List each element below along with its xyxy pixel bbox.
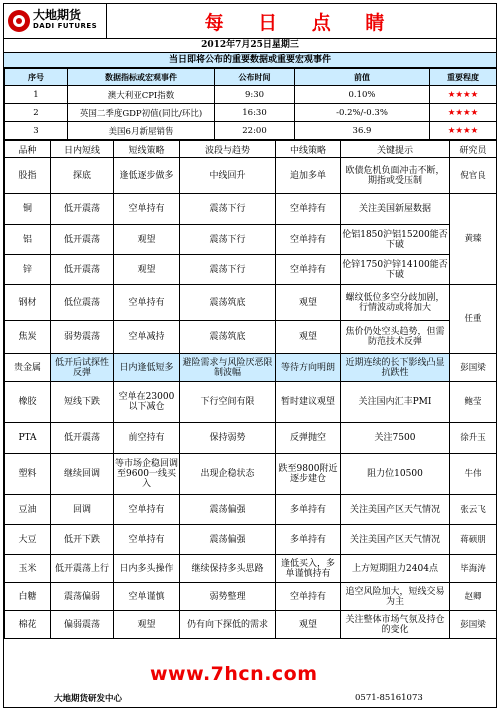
markets-col-header: 短线策略: [114, 141, 180, 158]
intraday-view: 回调: [51, 495, 114, 525]
event-previous: -0.2%/-0.3%: [295, 104, 430, 122]
events-col-header: 重要程度: [430, 69, 497, 86]
short-strategy: 空单在23000以下减仓: [114, 382, 180, 423]
market-row: [5, 611, 497, 639]
mid-strategy: 逢低买入，多单谨慎持有: [276, 555, 341, 583]
key-hint: 关注国内汇丰PMI: [341, 382, 450, 423]
importance-stars: ★★★★: [430, 86, 497, 104]
event-time: 16:30: [215, 104, 295, 122]
mid-strategy: 空单持有: [276, 583, 341, 611]
importance-stars: ★★★★: [430, 122, 497, 140]
intraday-view: 震荡偏弱: [51, 583, 114, 611]
report-title: 每 日 点 睛: [204, 11, 399, 34]
commodity-name: 铜: [5, 194, 51, 225]
market-row: [5, 525, 497, 555]
key-hint: 阻力位10500: [341, 454, 450, 495]
key-hint: 欧债危机负面冲击不断，期指或受压制: [341, 158, 450, 194]
event-name: 英国二季度GDP初值(同比/环比): [68, 104, 215, 122]
events-header-row: [5, 69, 497, 86]
key-hint: 关注美国产区天气情况: [341, 525, 450, 555]
researcher: 赵卿: [450, 583, 497, 611]
trend-view: 震荡筑底: [180, 321, 276, 354]
short-strategy: 逢低逐步做多: [114, 158, 180, 194]
researcher: 彭国梁: [450, 611, 497, 639]
event-time: 9:30: [215, 86, 295, 104]
researcher: 张云飞: [450, 495, 497, 525]
company-logo: [4, 4, 107, 38]
researcher: 徐升玉: [450, 423, 497, 454]
mid-strategy: 反弹抛空: [276, 423, 341, 454]
key-hint: 关注7500: [341, 423, 450, 454]
intraday-view: 低开震荡: [51, 225, 114, 255]
event-row: [5, 104, 497, 122]
key-hint: 螺纹低位多空分歧加剧，行情波动或将加大: [341, 285, 450, 321]
event-previous: 36.9: [295, 122, 430, 140]
importance-stars: ★★★★: [430, 104, 497, 122]
short-strategy: 日内多头操作: [114, 555, 180, 583]
short-strategy: 空单持有: [114, 194, 180, 225]
event-number: 2: [5, 104, 68, 122]
mid-strategy: 暂时建议观望: [276, 382, 341, 423]
market-row: [5, 255, 497, 285]
trend-view: 震荡筑底: [180, 285, 276, 321]
market-row: [5, 194, 497, 225]
mid-strategy: 多单持有: [276, 525, 341, 555]
trend-view: 中线回升: [180, 158, 276, 194]
commodity-name: 钢材: [5, 285, 51, 321]
intraday-view: 低开震荡: [51, 194, 114, 225]
event-number: 1: [5, 86, 68, 104]
report-footer: [4, 689, 496, 707]
researcher: 鲍莹: [450, 382, 497, 423]
market-row: [5, 454, 497, 495]
commodity-name: 锌: [5, 255, 51, 285]
trend-view: 下行空间有限: [180, 382, 276, 423]
events-col-header: 公布时间: [215, 69, 295, 86]
market-row: [5, 321, 497, 354]
report-page: [3, 3, 497, 708]
event-row: [5, 86, 497, 104]
commodity-name: 玉米: [5, 555, 51, 583]
researcher: 毕海涛: [450, 555, 497, 583]
event-row: [5, 122, 497, 140]
short-strategy: 空单谨慎: [114, 583, 180, 611]
commodity-name: 白糖: [5, 583, 51, 611]
intraday-view: 偏弱震荡: [51, 611, 114, 639]
researcher: 任重: [450, 285, 497, 354]
researcher: 牛伟: [450, 454, 497, 495]
key-hint: 焦价仍处空头趋势，但需防范技术反弹: [341, 321, 450, 354]
commodity-name: 股指: [5, 158, 51, 194]
key-hint: 伦铝1850沪铝15200能否下破: [341, 225, 450, 255]
logo-icon: [8, 10, 30, 32]
event-name: 美国6月新屋销售: [68, 122, 215, 140]
key-hint: 追空风险加大，短线交易为主: [341, 583, 450, 611]
research-center-name: 大地期货研发中心: [54, 694, 123, 704]
intraday-view: 低开后试探性反弹: [51, 354, 114, 382]
mid-strategy: 多单持有: [276, 495, 341, 525]
commodity-name: 贵金属: [5, 354, 51, 382]
trend-view: 仍有向下探低的需求: [180, 611, 276, 639]
logo-english-name: DADI FUTURES: [33, 22, 98, 30]
site-watermark: www.7hcn.com: [150, 663, 318, 685]
mid-strategy: 观望: [276, 611, 341, 639]
trend-view: 避险需求与风险厌恶限制波幅: [180, 354, 276, 382]
markets-col-header: 品种: [5, 141, 51, 158]
market-row: [5, 495, 497, 525]
short-strategy: 空单持有: [114, 285, 180, 321]
market-row: [5, 158, 497, 194]
mid-strategy: 等待方向明朗: [276, 354, 341, 382]
mid-strategy: 空单持有: [276, 225, 341, 255]
key-hint: 关注整体市场气氛及持仓的变化: [341, 611, 450, 639]
markets-col-header: 日内短线: [51, 141, 114, 158]
mid-strategy: 空单持有: [276, 255, 341, 285]
markets-col-header: 关键提示: [341, 141, 450, 158]
event-time: 22:00: [215, 122, 295, 140]
intraday-view: 探底: [51, 158, 114, 194]
mid-strategy: 空单持有: [276, 194, 341, 225]
mid-strategy: 跌至9800附近逐步建仓: [276, 454, 341, 495]
report-date: 2012年7月25日星期三: [4, 39, 496, 53]
trend-view: 震荡下行: [180, 225, 276, 255]
intraday-view: 低开震荡: [51, 423, 114, 454]
events-col-header: 序号: [5, 69, 68, 86]
markets-col-header: 中线策略: [276, 141, 341, 158]
events-col-header: 数据指标或宏观事件: [68, 69, 215, 86]
event-number: 3: [5, 122, 68, 140]
short-strategy: 等市场企稳回调至9600一线买入: [114, 454, 180, 495]
markets-col-header: 波段与趋势: [180, 141, 276, 158]
market-row: [5, 382, 497, 423]
contact-phone: 0571-85161073: [355, 693, 423, 703]
short-strategy: 空单持有: [114, 495, 180, 525]
markets-col-header: 研究员: [450, 141, 497, 158]
short-strategy: 空单减持: [114, 321, 180, 354]
key-hint: 近期连续的长下影线凸显抗跌性: [341, 354, 450, 382]
researcher: 彭国梁: [450, 354, 497, 382]
key-hint: 关注美国产区天气情况: [341, 495, 450, 525]
market-row: [5, 423, 497, 454]
event-previous: 0.10%: [295, 86, 430, 104]
markets-table: [4, 140, 497, 639]
intraday-view: 低开震荡上行: [51, 555, 114, 583]
markets-header-row: [5, 141, 497, 158]
trend-view: 出现企稳状态: [180, 454, 276, 495]
events-table: [4, 68, 497, 140]
trend-view: 弱势整理: [180, 583, 276, 611]
key-hint: 伦锌1750沪锌14100能否下破: [341, 255, 450, 285]
events-section-title: 当日即将公布的重要数据或重要宏观事件: [4, 53, 496, 68]
commodity-name: 焦炭: [5, 321, 51, 354]
trend-view: 继续保持多头思路: [180, 555, 276, 583]
intraday-view: 低开下跌: [51, 525, 114, 555]
trend-view: 震荡下行: [180, 255, 276, 285]
logo-chinese-name: 大地期货: [33, 8, 82, 22]
market-row: [5, 354, 497, 382]
key-hint: 上方短期阻力2404点: [341, 555, 450, 583]
short-strategy: 观望: [114, 255, 180, 285]
short-strategy: 观望: [114, 225, 180, 255]
trend-view: 震荡偏强: [180, 525, 276, 555]
commodity-name: 铝: [5, 225, 51, 255]
events-col-header: 前值: [295, 69, 430, 86]
mid-strategy: 追加多单: [276, 158, 341, 194]
key-hint: 关注美国新屋数据: [341, 194, 450, 225]
mid-strategy: 观望: [276, 285, 341, 321]
trend-view: 震荡偏强: [180, 495, 276, 525]
researcher: 倪官良: [450, 158, 497, 194]
event-name: 澳大利亚CPI指数: [68, 86, 215, 104]
market-row: [5, 583, 497, 611]
market-row: [5, 555, 497, 583]
short-strategy: 日内逢低短多: [114, 354, 180, 382]
researcher: 蒋硕朋: [450, 525, 497, 555]
trend-view: 震荡下行: [180, 194, 276, 225]
intraday-view: 短线下跌: [51, 382, 114, 423]
report-header: [4, 4, 496, 39]
commodity-name: 大豆: [5, 525, 51, 555]
commodity-name: 橡胶: [5, 382, 51, 423]
mid-strategy: 观望: [276, 321, 341, 354]
commodity-name: 塑料: [5, 454, 51, 495]
short-strategy: 前空持有: [114, 423, 180, 454]
short-strategy: 观望: [114, 611, 180, 639]
intraday-view: 低开震荡: [51, 255, 114, 285]
trend-view: 保持弱势: [180, 423, 276, 454]
intraday-view: 低位震荡: [51, 285, 114, 321]
intraday-view: 继续回调: [51, 454, 114, 495]
commodity-name: 豆油: [5, 495, 51, 525]
short-strategy: 空单持有: [114, 525, 180, 555]
researcher: 黄臻: [450, 194, 497, 285]
commodity-name: PTA: [5, 423, 51, 454]
intraday-view: 弱势震荡: [51, 321, 114, 354]
market-row: [5, 285, 497, 321]
market-row: [5, 225, 497, 255]
commodity-name: 棉花: [5, 611, 51, 639]
